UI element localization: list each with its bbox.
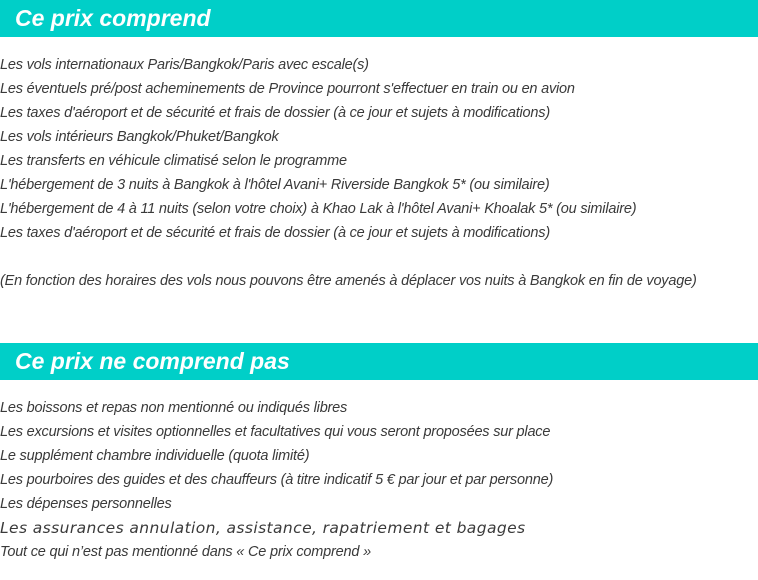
- included-section-header: Ce prix comprend: [0, 0, 758, 37]
- included-item: Les vols intérieurs Bangkok/Phuket/Bangkok: [0, 129, 279, 145]
- excluded-item: Les assurances annulation, assistance, rapatriement et bagages: [0, 519, 526, 537]
- included-item: Les vols internationaux Paris/Bangkok/Paris avec escale(s): [0, 57, 369, 73]
- included-note: (En fonction des horaires des vols nous pouvons être amenés à déplacer vos nuits à Bangkok en fin de voyage): [0, 273, 697, 289]
- included-list: [0, 53, 636, 245]
- excluded-item: Les pourboires des guides et des chauffeurs (à titre indicatif 5 € par jour et par personne): [0, 472, 554, 488]
- included-item: Les taxes d'aéroport et de sécurité et frais de dossier (à ce jour et sujets à modifications): [0, 105, 550, 121]
- included-item: L'hébergement de 3 nuits à Bangkok à l'hôtel Avani+ Riverside Bangkok 5* (ou similaire): [0, 177, 550, 193]
- excluded-item: Les boissons et repas non mentionné ou indiqués libres: [0, 400, 348, 416]
- excluded-item: Les dépenses personnelles: [0, 496, 172, 512]
- excluded-item: Le supplément chambre individuelle (quota limité): [0, 448, 310, 464]
- excluded-section-header: Ce prix ne comprend pas: [0, 343, 758, 380]
- included-item: Les éventuels pré/post acheminements de Province pourront s'effectuer en train ou en avion: [0, 81, 575, 97]
- excluded-list: [0, 396, 553, 564]
- included-item: Les taxes d'aéroport et de sécurité et frais de dossier (à ce jour et sujets à modifications): [0, 225, 550, 241]
- excluded-item: Tout ce qui n’est pas mentionné dans « Ce prix comprend »: [0, 544, 371, 560]
- excluded-item: Les excursions et visites optionnelles et facultatives qui vous seront proposées sur place: [0, 424, 551, 440]
- included-item: Les transferts en véhicule climatisé selon le programme: [0, 153, 347, 169]
- included-item: L'hébergement de 4 à 11 nuits (selon votre choix) à Khao Lak à l'hôtel Avani+ Khoalak 5* (ou similaire): [0, 201, 637, 217]
